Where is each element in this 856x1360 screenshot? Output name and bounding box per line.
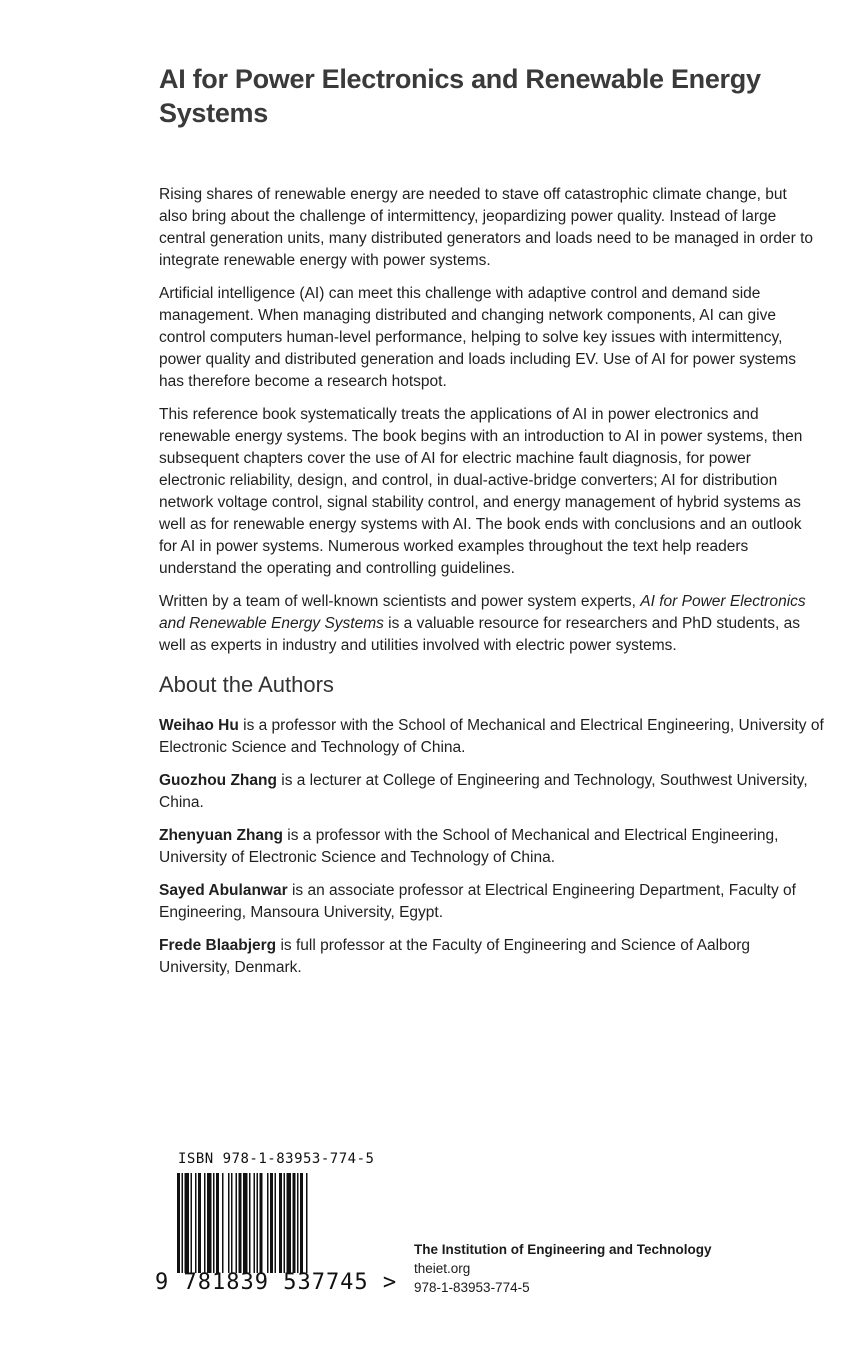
barcode-bar <box>249 1173 251 1273</box>
author-bio: is a lecturer at College of Engineering and Technology, Southwest University, China. <box>159 772 808 811</box>
author-entry <box>159 935 824 979</box>
author-name: Weihao Hu <box>159 717 239 734</box>
barcode-bar <box>222 1173 224 1273</box>
author-bio: is full professor at the Faculty of Engineering and Science of Aalborg University, Denmark. <box>159 937 751 976</box>
description-paragraph-3: This reference book systematically treats the applications of AI in power electronics and renewable energy systems. The book begins with an introduction to AI in power systems, then subsequent chapters cover the use of AI for electric machine fault diagnosis, for power electronic reliability, design, and control, in dual-active-bridge converters; AI for distribution network voltage control, signal stability control, and energy management of hybrid systems as well as for renewable energy systems with AI. The book ends with conclusions and an outlook for AI in power systems. Numerous worked examples throughout the text help readers understand the operating and controlling guidelines. <box>159 406 803 577</box>
paragraph-4-start: Written by a team of well-known scientists and power system experts, <box>159 593 641 610</box>
barcode-bar <box>231 1173 233 1273</box>
description-paragraph-1: Rising shares of renewable energy are needed to stave off catastrophic climate change, but also bring about the challenge of intermittency, jeopardizing power quality. Instead of large central generation units, many distributed generators and loads need to be managed in order to integrate renewable energy with power systems. <box>159 186 814 269</box>
author-name: Frede Blaabjerg <box>159 937 277 954</box>
barcode-bar <box>257 1173 259 1273</box>
barcode-isbn-label: ISBN 978-1-83953-774-5 <box>178 1151 375 1167</box>
barcode-digits: 9 781839 537745 > <box>155 1270 398 1295</box>
publisher-block <box>414 1240 712 1297</box>
author-name: Sayed Abulanwar <box>159 882 288 899</box>
barcode-bar <box>185 1173 190 1273</box>
barcode-bar <box>204 1173 206 1273</box>
barcode-bar <box>254 1173 256 1273</box>
publisher-isbn: 978-1-83953-774-5 <box>414 1280 530 1295</box>
author-name: Guozhou Zhang <box>159 772 277 789</box>
publisher-name: The Institution of Engineering and Technology <box>414 1242 712 1257</box>
barcode-bar <box>284 1173 286 1273</box>
barcode-bar <box>306 1173 308 1273</box>
publisher-website: theiet.org <box>414 1261 471 1276</box>
barcode-bar <box>293 1173 296 1273</box>
book-title-italic: AI for Power Electronics and Renewable Energy Systems <box>159 593 806 632</box>
barcode-bar <box>243 1173 248 1273</box>
barcode-bar <box>213 1173 215 1273</box>
book-title: AI for Power Electronics and Renewable Energy Systems <box>159 64 761 128</box>
description-paragraph-4 <box>159 591 819 657</box>
barcode-bar <box>267 1173 269 1273</box>
barcode-bar <box>177 1173 180 1273</box>
description-paragraph-2: Artificial intelligence (AI) can meet this challenge with adaptive control and demand side management. When managing distributed and changing network components, AI can give control computers human-level performance, helping to solve key issues with intermittency, power quality and distributed generation and loads including EV. Use of AI for power systems has therefore become a research hotspot. <box>159 285 797 390</box>
barcode-bar <box>279 1173 282 1273</box>
barcode-bar <box>260 1173 263 1273</box>
barcode-bar <box>275 1173 277 1273</box>
book-description <box>159 184 819 668</box>
barcode-bar <box>270 1173 273 1273</box>
author-entry <box>159 770 824 814</box>
barcode-bar <box>195 1173 197 1273</box>
barcode-bar <box>300 1173 303 1273</box>
barcode-bar <box>216 1173 219 1273</box>
author-entry <box>159 825 824 869</box>
barcode-bar <box>207 1173 212 1273</box>
barcode-bar <box>191 1173 193 1273</box>
barcode-bar <box>198 1173 201 1273</box>
author-bio: is a professor with the School of Mechanical and Electrical Engineering, University of Electronic Science and Technology of China. <box>159 717 824 756</box>
barcode-bar <box>182 1173 184 1273</box>
isbn-barcode <box>177 1173 357 1273</box>
barcode-bar <box>239 1173 242 1273</box>
authors-heading: About the Authors <box>159 672 334 697</box>
author-name: Zhenyuan Zhang <box>159 827 283 844</box>
barcode-bar <box>287 1173 292 1273</box>
author-bio: is a professor with the School of Mechanical and Electrical Engineering, University of Electronic Science and Technology of China. <box>159 827 779 866</box>
author-entry <box>159 715 824 759</box>
barcode-bar <box>236 1173 238 1273</box>
authors-list <box>159 715 824 990</box>
barcode-bar <box>228 1173 230 1273</box>
barcode-bar <box>297 1173 299 1273</box>
author-entry <box>159 880 824 924</box>
paragraph-4-end: is a valuable resource for researchers and PhD students, as well as experts in industry and utilities involved with electric power systems. <box>159 615 801 654</box>
author-bio: is an associate professor at Electrical Engineering Department, Faculty of Engineering, Mansoura University, Egypt. <box>159 882 796 921</box>
